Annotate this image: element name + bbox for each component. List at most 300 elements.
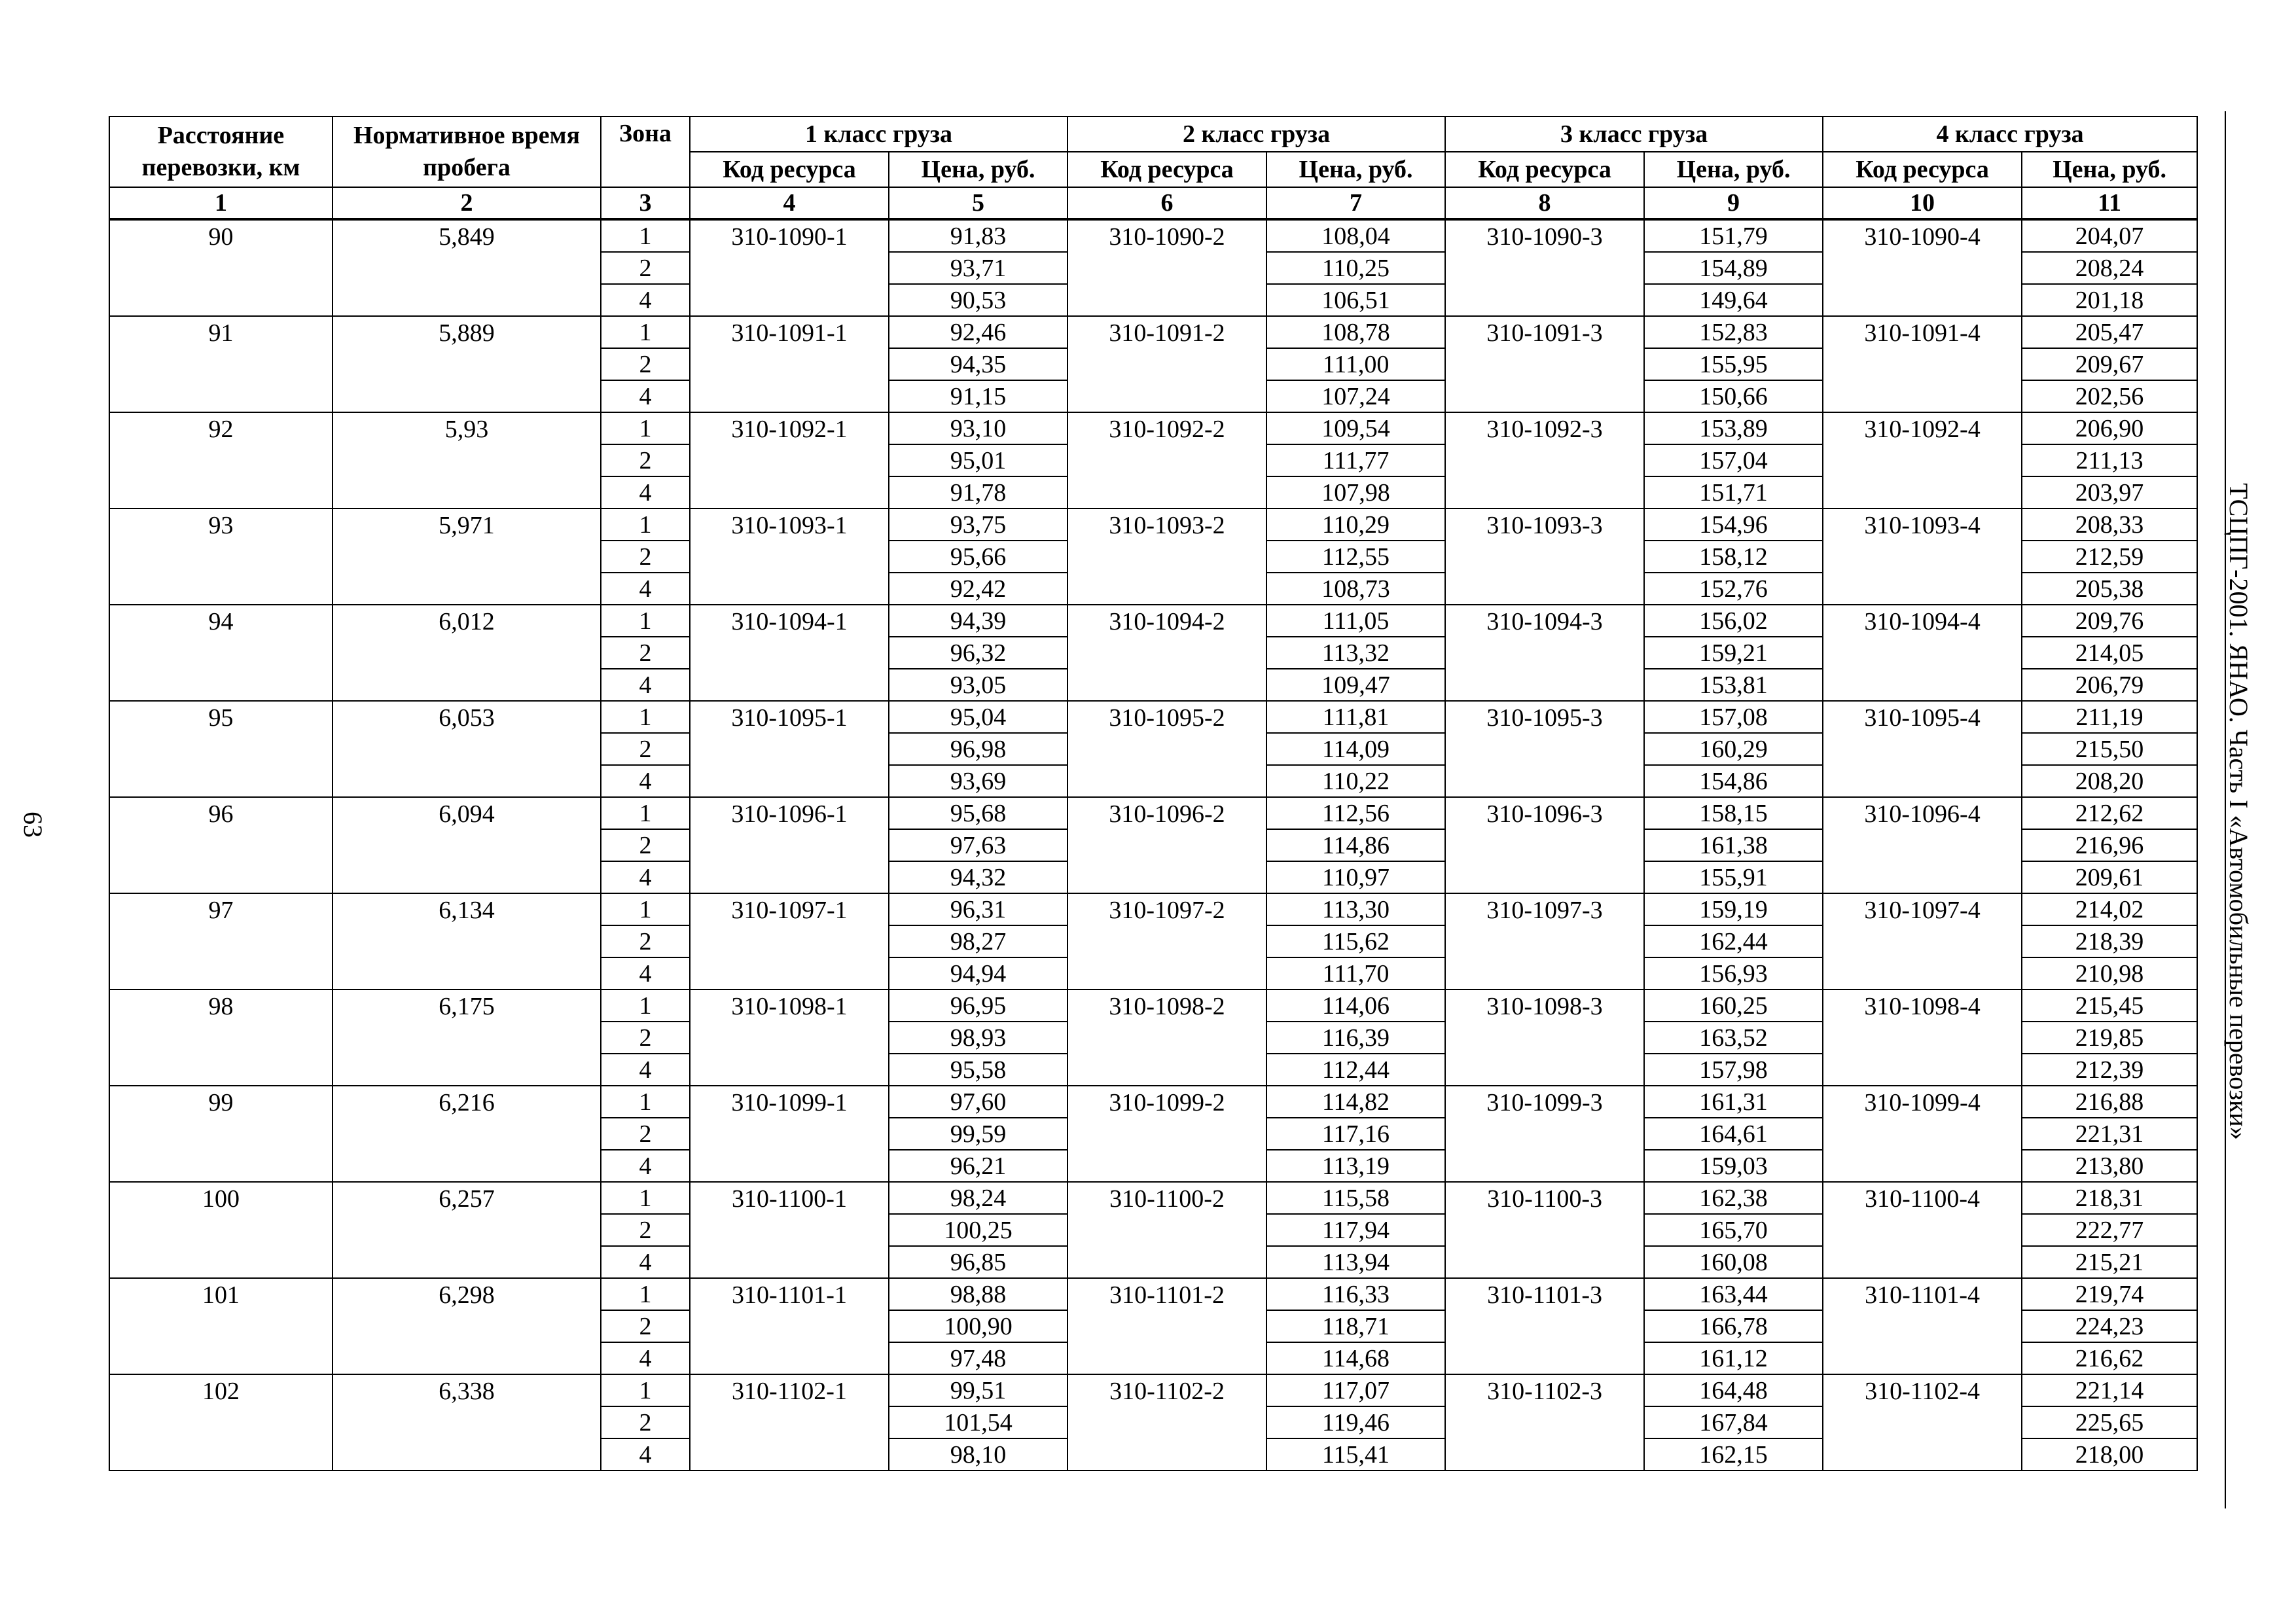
header-code: Код ресурса <box>1823 152 2022 187</box>
distance-cell: 101 <box>109 1278 332 1374</box>
price-cell: 205,47 <box>2022 316 2197 348</box>
resource-code-cell: 310-1093-3 <box>1445 508 1644 605</box>
price-cell: 209,61 <box>2022 861 2197 893</box>
table-row <box>109 1278 2197 1310</box>
resource-code-cell: 310-1094-1 <box>690 605 889 701</box>
column-number: 6 <box>1067 187 1266 219</box>
price-cell: 160,29 <box>1644 733 1823 765</box>
price-cell: 90,53 <box>889 284 1067 316</box>
price-cell: 162,44 <box>1644 925 1823 957</box>
price-cell: 161,12 <box>1644 1342 1823 1374</box>
price-cell: 93,10 <box>889 412 1067 444</box>
price-cell: 206,90 <box>2022 412 2197 444</box>
price-cell: 108,73 <box>1266 573 1445 605</box>
price-cell: 94,32 <box>889 861 1067 893</box>
price-cell: 110,25 <box>1266 252 1445 284</box>
resource-code-cell: 310-1096-2 <box>1067 797 1266 893</box>
price-cell: 158,15 <box>1644 797 1823 829</box>
page-number: 63 <box>18 812 48 838</box>
resource-code-cell: 310-1094-2 <box>1067 605 1266 701</box>
column-number: 7 <box>1266 187 1445 219</box>
price-cell: 161,38 <box>1644 829 1823 861</box>
resource-code-cell: 310-1095-4 <box>1823 701 2022 797</box>
resource-code-cell: 310-1098-1 <box>690 990 889 1086</box>
table-row <box>109 797 2197 829</box>
price-cell: 107,24 <box>1266 380 1445 412</box>
price-cell: 101,54 <box>889 1406 1067 1438</box>
table-row <box>109 1086 2197 1118</box>
resource-code-cell: 310-1099-2 <box>1067 1086 1266 1182</box>
zone-cell: 2 <box>601 925 690 957</box>
resource-code-cell: 310-1095-1 <box>690 701 889 797</box>
price-cell: 106,51 <box>1266 284 1445 316</box>
price-cell: 97,48 <box>889 1342 1067 1374</box>
price-cell: 208,33 <box>2022 508 2197 541</box>
zone-cell: 1 <box>601 605 690 637</box>
price-cell: 157,08 <box>1644 701 1823 733</box>
price-cell: 117,16 <box>1266 1118 1445 1150</box>
resource-code-cell: 310-1092-3 <box>1445 412 1644 508</box>
price-cell: 163,44 <box>1644 1278 1823 1310</box>
price-cell: 160,08 <box>1644 1246 1823 1278</box>
resource-code-cell: 310-1092-1 <box>690 412 889 508</box>
header-price: Цена, руб. <box>1644 152 1823 187</box>
norm-time-cell: 6,338 <box>332 1374 601 1471</box>
price-cell: 92,42 <box>889 573 1067 605</box>
norm-time-cell: 6,298 <box>332 1278 601 1374</box>
zone-cell: 1 <box>601 412 690 444</box>
zone-cell: 2 <box>601 1022 690 1054</box>
resource-code-cell: 310-1096-4 <box>1823 797 2022 893</box>
price-cell: 113,32 <box>1266 637 1445 669</box>
table-row <box>109 990 2197 1022</box>
resource-code-cell: 310-1097-3 <box>1445 893 1644 990</box>
resource-code-cell: 310-1102-4 <box>1823 1374 2022 1471</box>
zone-cell: 1 <box>601 1374 690 1406</box>
price-cell: 91,15 <box>889 380 1067 412</box>
resource-code-cell: 310-1101-4 <box>1823 1278 2022 1374</box>
price-cell: 99,51 <box>889 1374 1067 1406</box>
price-cell: 156,02 <box>1644 605 1823 637</box>
price-cell: 150,66 <box>1644 380 1823 412</box>
header-price: Цена, руб. <box>1266 152 1445 187</box>
zone-cell: 2 <box>601 1118 690 1150</box>
freight-rates-table <box>109 116 2198 1471</box>
table-row <box>109 701 2197 733</box>
price-cell: 157,04 <box>1644 444 1823 476</box>
price-cell: 203,97 <box>2022 476 2197 508</box>
table-row <box>109 508 2197 541</box>
distance-cell: 96 <box>109 797 332 893</box>
zone-cell: 4 <box>601 1246 690 1278</box>
zone-cell: 2 <box>601 252 690 284</box>
resource-code-cell: 310-1093-1 <box>690 508 889 605</box>
zone-cell: 1 <box>601 1086 690 1118</box>
price-cell: 152,76 <box>1644 573 1823 605</box>
price-cell: 96,98 <box>889 733 1067 765</box>
zone-cell: 4 <box>601 1342 690 1374</box>
resource-code-cell: 310-1099-3 <box>1445 1086 1644 1182</box>
price-cell: 117,94 <box>1266 1214 1445 1246</box>
price-cell: 110,97 <box>1266 861 1445 893</box>
header-class-2: 2 класс груза <box>1067 116 1445 152</box>
header-distance: Расстояние перевозки, км <box>109 116 332 187</box>
price-cell: 209,67 <box>2022 348 2197 380</box>
header-class-4: 4 класс груза <box>1823 116 2197 152</box>
price-cell: 93,69 <box>889 765 1067 797</box>
zone-cell: 1 <box>601 219 690 252</box>
price-cell: 153,89 <box>1644 412 1823 444</box>
resource-code-cell: 310-1098-3 <box>1445 990 1644 1086</box>
norm-time-cell: 6,257 <box>332 1182 601 1278</box>
distance-cell: 94 <box>109 605 332 701</box>
distance-cell: 102 <box>109 1374 332 1471</box>
zone-cell: 2 <box>601 1214 690 1246</box>
price-cell: 114,09 <box>1266 733 1445 765</box>
price-cell: 98,27 <box>889 925 1067 957</box>
table-row <box>109 605 2197 637</box>
price-cell: 116,39 <box>1266 1022 1445 1054</box>
zone-cell: 2 <box>601 1406 690 1438</box>
price-cell: 162,38 <box>1644 1182 1823 1214</box>
column-number: 10 <box>1823 187 2022 219</box>
price-cell: 116,33 <box>1266 1278 1445 1310</box>
zone-cell: 4 <box>601 669 690 701</box>
price-cell: 110,22 <box>1266 765 1445 797</box>
price-cell: 93,05 <box>889 669 1067 701</box>
price-cell: 164,48 <box>1644 1374 1823 1406</box>
table-body <box>109 219 2197 1471</box>
norm-time-cell: 6,134 <box>332 893 601 990</box>
price-cell: 111,05 <box>1266 605 1445 637</box>
norm-time-cell: 6,094 <box>332 797 601 893</box>
zone-cell: 2 <box>601 733 690 765</box>
header-zone: Зона <box>601 116 690 187</box>
column-number: 4 <box>690 187 889 219</box>
price-cell: 224,23 <box>2022 1310 2197 1342</box>
price-cell: 208,24 <box>2022 252 2197 284</box>
price-cell: 218,39 <box>2022 925 2197 957</box>
price-cell: 96,21 <box>889 1150 1067 1182</box>
price-cell: 91,78 <box>889 476 1067 508</box>
norm-time-cell: 6,012 <box>332 605 601 701</box>
zone-cell: 4 <box>601 1438 690 1471</box>
price-cell: 218,00 <box>2022 1438 2197 1471</box>
resource-code-cell: 310-1100-1 <box>690 1182 889 1278</box>
price-cell: 119,46 <box>1266 1406 1445 1438</box>
price-cell: 216,96 <box>2022 829 2197 861</box>
zone-cell: 4 <box>601 1150 690 1182</box>
price-cell: 94,39 <box>889 605 1067 637</box>
price-cell: 113,30 <box>1266 893 1445 925</box>
zone-cell: 1 <box>601 797 690 829</box>
price-cell: 96,85 <box>889 1246 1067 1278</box>
distance-cell: 98 <box>109 990 332 1086</box>
price-cell: 114,86 <box>1266 829 1445 861</box>
price-cell: 111,77 <box>1266 444 1445 476</box>
resource-code-cell: 310-1091-3 <box>1445 316 1644 412</box>
column-number: 8 <box>1445 187 1644 219</box>
resource-code-cell: 310-1099-4 <box>1823 1086 2022 1182</box>
price-cell: 211,13 <box>2022 444 2197 476</box>
price-cell: 114,82 <box>1266 1086 1445 1118</box>
distance-cell: 91 <box>109 316 332 412</box>
price-cell: 111,81 <box>1266 701 1445 733</box>
norm-time-cell: 5,93 <box>332 412 601 508</box>
price-cell: 214,02 <box>2022 893 2197 925</box>
column-number: 11 <box>2022 187 2197 219</box>
price-cell: 95,58 <box>889 1054 1067 1086</box>
table-row <box>109 1374 2197 1406</box>
price-cell: 212,59 <box>2022 541 2197 573</box>
norm-time-cell: 6,053 <box>332 701 601 797</box>
distance-cell: 90 <box>109 219 332 316</box>
zone-cell: 2 <box>601 444 690 476</box>
resource-code-cell: 310-1096-3 <box>1445 797 1644 893</box>
price-cell: 97,60 <box>889 1086 1067 1118</box>
price-cell: 215,21 <box>2022 1246 2197 1278</box>
price-cell: 100,25 <box>889 1214 1067 1246</box>
price-cell: 225,65 <box>2022 1406 2197 1438</box>
resource-code-cell: 310-1096-1 <box>690 797 889 893</box>
price-cell: 213,80 <box>2022 1150 2197 1182</box>
distance-cell: 100 <box>109 1182 332 1278</box>
price-cell: 95,04 <box>889 701 1067 733</box>
price-cell: 107,98 <box>1266 476 1445 508</box>
distance-cell: 95 <box>109 701 332 797</box>
price-cell: 112,56 <box>1266 797 1445 829</box>
price-cell: 110,29 <box>1266 508 1445 541</box>
column-number: 9 <box>1644 187 1823 219</box>
price-cell: 112,44 <box>1266 1054 1445 1086</box>
distance-cell: 99 <box>109 1086 332 1182</box>
zone-cell: 1 <box>601 508 690 541</box>
price-cell: 214,05 <box>2022 637 2197 669</box>
column-number: 3 <box>601 187 690 219</box>
zone-cell: 1 <box>601 1278 690 1310</box>
resource-code-cell: 310-1100-2 <box>1067 1182 1266 1278</box>
price-cell: 114,68 <box>1266 1342 1445 1374</box>
price-cell: 118,71 <box>1266 1310 1445 1342</box>
price-cell: 96,32 <box>889 637 1067 669</box>
price-cell: 215,50 <box>2022 733 2197 765</box>
price-cell: 166,78 <box>1644 1310 1823 1342</box>
price-cell: 212,39 <box>2022 1054 2197 1086</box>
resource-code-cell: 310-1090-1 <box>690 219 889 316</box>
table-row <box>109 893 2197 925</box>
price-cell: 94,94 <box>889 957 1067 990</box>
price-cell: 92,46 <box>889 316 1067 348</box>
price-cell: 98,24 <box>889 1182 1067 1214</box>
header-code: Код ресурса <box>690 152 889 187</box>
distance-cell: 93 <box>109 508 332 605</box>
price-cell: 202,56 <box>2022 380 2197 412</box>
price-cell: 95,66 <box>889 541 1067 573</box>
resource-code-cell: 310-1094-3 <box>1445 605 1644 701</box>
price-cell: 97,63 <box>889 829 1067 861</box>
price-cell: 158,12 <box>1644 541 1823 573</box>
header-class-3: 3 класс груза <box>1445 116 1823 152</box>
price-cell: 154,96 <box>1644 508 1823 541</box>
price-cell: 154,86 <box>1644 765 1823 797</box>
zone-cell: 2 <box>601 348 690 380</box>
price-cell: 108,04 <box>1266 219 1445 252</box>
resource-code-cell: 310-1098-2 <box>1067 990 1266 1086</box>
header-class-1: 1 класс груза <box>690 116 1067 152</box>
table-row <box>109 219 2197 252</box>
resource-code-cell: 310-1091-1 <box>690 316 889 412</box>
price-cell: 96,95 <box>889 990 1067 1022</box>
price-cell: 98,88 <box>889 1278 1067 1310</box>
resource-code-cell: 310-1092-2 <box>1067 412 1266 508</box>
zone-cell: 1 <box>601 316 690 348</box>
resource-code-cell: 310-1098-4 <box>1823 990 2022 1086</box>
header-price: Цена, руб. <box>889 152 1067 187</box>
header-code: Код ресурса <box>1445 152 1644 187</box>
table-row <box>109 316 2197 348</box>
zone-cell: 4 <box>601 957 690 990</box>
price-cell: 151,71 <box>1644 476 1823 508</box>
zone-cell: 2 <box>601 829 690 861</box>
table-row <box>109 412 2197 444</box>
price-cell: 161,31 <box>1644 1086 1823 1118</box>
table-row <box>109 1182 2197 1214</box>
zone-cell: 4 <box>601 476 690 508</box>
price-cell: 218,31 <box>2022 1182 2197 1214</box>
price-cell: 221,31 <box>2022 1118 2197 1150</box>
price-cell: 115,41 <box>1266 1438 1445 1471</box>
resource-code-cell: 310-1101-1 <box>690 1278 889 1374</box>
price-cell: 211,19 <box>2022 701 2197 733</box>
price-cell: 108,78 <box>1266 316 1445 348</box>
resource-code-cell: 310-1095-3 <box>1445 701 1644 797</box>
price-cell: 109,54 <box>1266 412 1445 444</box>
price-cell: 222,77 <box>2022 1214 2197 1246</box>
price-cell: 117,07 <box>1266 1374 1445 1406</box>
price-cell: 111,70 <box>1266 957 1445 990</box>
resource-code-cell: 310-1102-1 <box>690 1374 889 1471</box>
price-cell: 212,62 <box>2022 797 2197 829</box>
resource-code-cell: 310-1102-2 <box>1067 1374 1266 1471</box>
zone-cell: 2 <box>601 1310 690 1342</box>
price-cell: 112,55 <box>1266 541 1445 573</box>
price-cell: 153,81 <box>1644 669 1823 701</box>
price-cell: 209,76 <box>2022 605 2197 637</box>
norm-time-cell: 6,216 <box>332 1086 601 1182</box>
price-cell: 159,19 <box>1644 893 1823 925</box>
column-number: 1 <box>109 187 332 219</box>
resource-code-cell: 310-1093-4 <box>1823 508 2022 605</box>
price-cell: 151,79 <box>1644 219 1823 252</box>
header-norm-time: Нормативное время пробега <box>332 116 601 187</box>
price-cell: 216,88 <box>2022 1086 2197 1118</box>
price-cell: 215,45 <box>2022 990 2197 1022</box>
price-cell: 94,35 <box>889 348 1067 380</box>
price-cell: 159,03 <box>1644 1150 1823 1182</box>
price-cell: 159,21 <box>1644 637 1823 669</box>
norm-time-cell: 5,889 <box>332 316 601 412</box>
price-cell: 216,62 <box>2022 1342 2197 1374</box>
running-title: ТСЦПГ-2001. ЯНАО. Часть I «Автомобильные перевозки» <box>2224 483 2253 1140</box>
resource-code-cell: 310-1091-4 <box>1823 316 2022 412</box>
resource-code-cell: 310-1101-2 <box>1067 1278 1266 1374</box>
resource-code-cell: 310-1090-2 <box>1067 219 1266 316</box>
resource-code-cell: 310-1101-3 <box>1445 1278 1644 1374</box>
price-cell: 165,70 <box>1644 1214 1823 1246</box>
resource-code-cell: 310-1097-4 <box>1823 893 2022 990</box>
price-cell: 93,75 <box>889 508 1067 541</box>
norm-time-cell: 5,971 <box>332 508 601 605</box>
zone-cell: 2 <box>601 637 690 669</box>
price-cell: 95,01 <box>889 444 1067 476</box>
header-price: Цена, руб. <box>2022 152 2197 187</box>
norm-time-cell: 5,849 <box>332 219 601 316</box>
price-cell: 100,90 <box>889 1310 1067 1342</box>
price-cell: 162,15 <box>1644 1438 1823 1471</box>
resource-code-cell: 310-1102-3 <box>1445 1374 1644 1471</box>
price-cell: 155,95 <box>1644 348 1823 380</box>
zone-cell: 4 <box>601 284 690 316</box>
resource-code-cell: 310-1097-1 <box>690 893 889 990</box>
resource-code-cell: 310-1094-4 <box>1823 605 2022 701</box>
zone-cell: 4 <box>601 765 690 797</box>
price-cell: 219,74 <box>2022 1278 2197 1310</box>
zone-cell: 2 <box>601 541 690 573</box>
zone-cell: 1 <box>601 701 690 733</box>
price-cell: 114,06 <box>1266 990 1445 1022</box>
distance-cell: 92 <box>109 412 332 508</box>
column-number: 2 <box>332 187 601 219</box>
zone-cell: 4 <box>601 1054 690 1086</box>
price-cell: 221,14 <box>2022 1374 2197 1406</box>
price-cell: 201,18 <box>2022 284 2197 316</box>
price-cell: 109,47 <box>1266 669 1445 701</box>
price-cell: 98,10 <box>889 1438 1067 1471</box>
zone-cell: 1 <box>601 893 690 925</box>
price-cell: 93,71 <box>889 252 1067 284</box>
resource-code-cell: 310-1100-4 <box>1823 1182 2022 1278</box>
zone-cell: 1 <box>601 990 690 1022</box>
resource-code-cell: 310-1095-2 <box>1067 701 1266 797</box>
price-cell: 208,20 <box>2022 765 2197 797</box>
price-cell: 98,93 <box>889 1022 1067 1054</box>
resource-code-cell: 310-1097-2 <box>1067 893 1266 990</box>
zone-cell: 4 <box>601 380 690 412</box>
price-cell: 152,83 <box>1644 316 1823 348</box>
price-cell: 111,00 <box>1266 348 1445 380</box>
resource-code-cell: 310-1092-4 <box>1823 412 2022 508</box>
price-cell: 91,83 <box>889 219 1067 252</box>
resource-code-cell: 310-1090-4 <box>1823 219 2022 316</box>
price-cell: 206,79 <box>2022 669 2197 701</box>
resource-code-cell: 310-1093-2 <box>1067 508 1266 605</box>
price-cell: 113,94 <box>1266 1246 1445 1278</box>
distance-cell: 97 <box>109 893 332 990</box>
resource-code-cell: 310-1099-1 <box>690 1086 889 1182</box>
norm-time-cell: 6,175 <box>332 990 601 1086</box>
resource-code-cell: 310-1091-2 <box>1067 316 1266 412</box>
price-cell: 95,68 <box>889 797 1067 829</box>
price-cell: 156,93 <box>1644 957 1823 990</box>
price-cell: 210,98 <box>2022 957 2197 990</box>
price-cell: 113,19 <box>1266 1150 1445 1182</box>
header-code: Код ресурса <box>1067 152 1266 187</box>
price-cell: 204,07 <box>2022 219 2197 252</box>
price-cell: 115,58 <box>1266 1182 1445 1214</box>
zone-cell: 1 <box>601 1182 690 1214</box>
price-cell: 155,91 <box>1644 861 1823 893</box>
price-cell: 149,64 <box>1644 284 1823 316</box>
